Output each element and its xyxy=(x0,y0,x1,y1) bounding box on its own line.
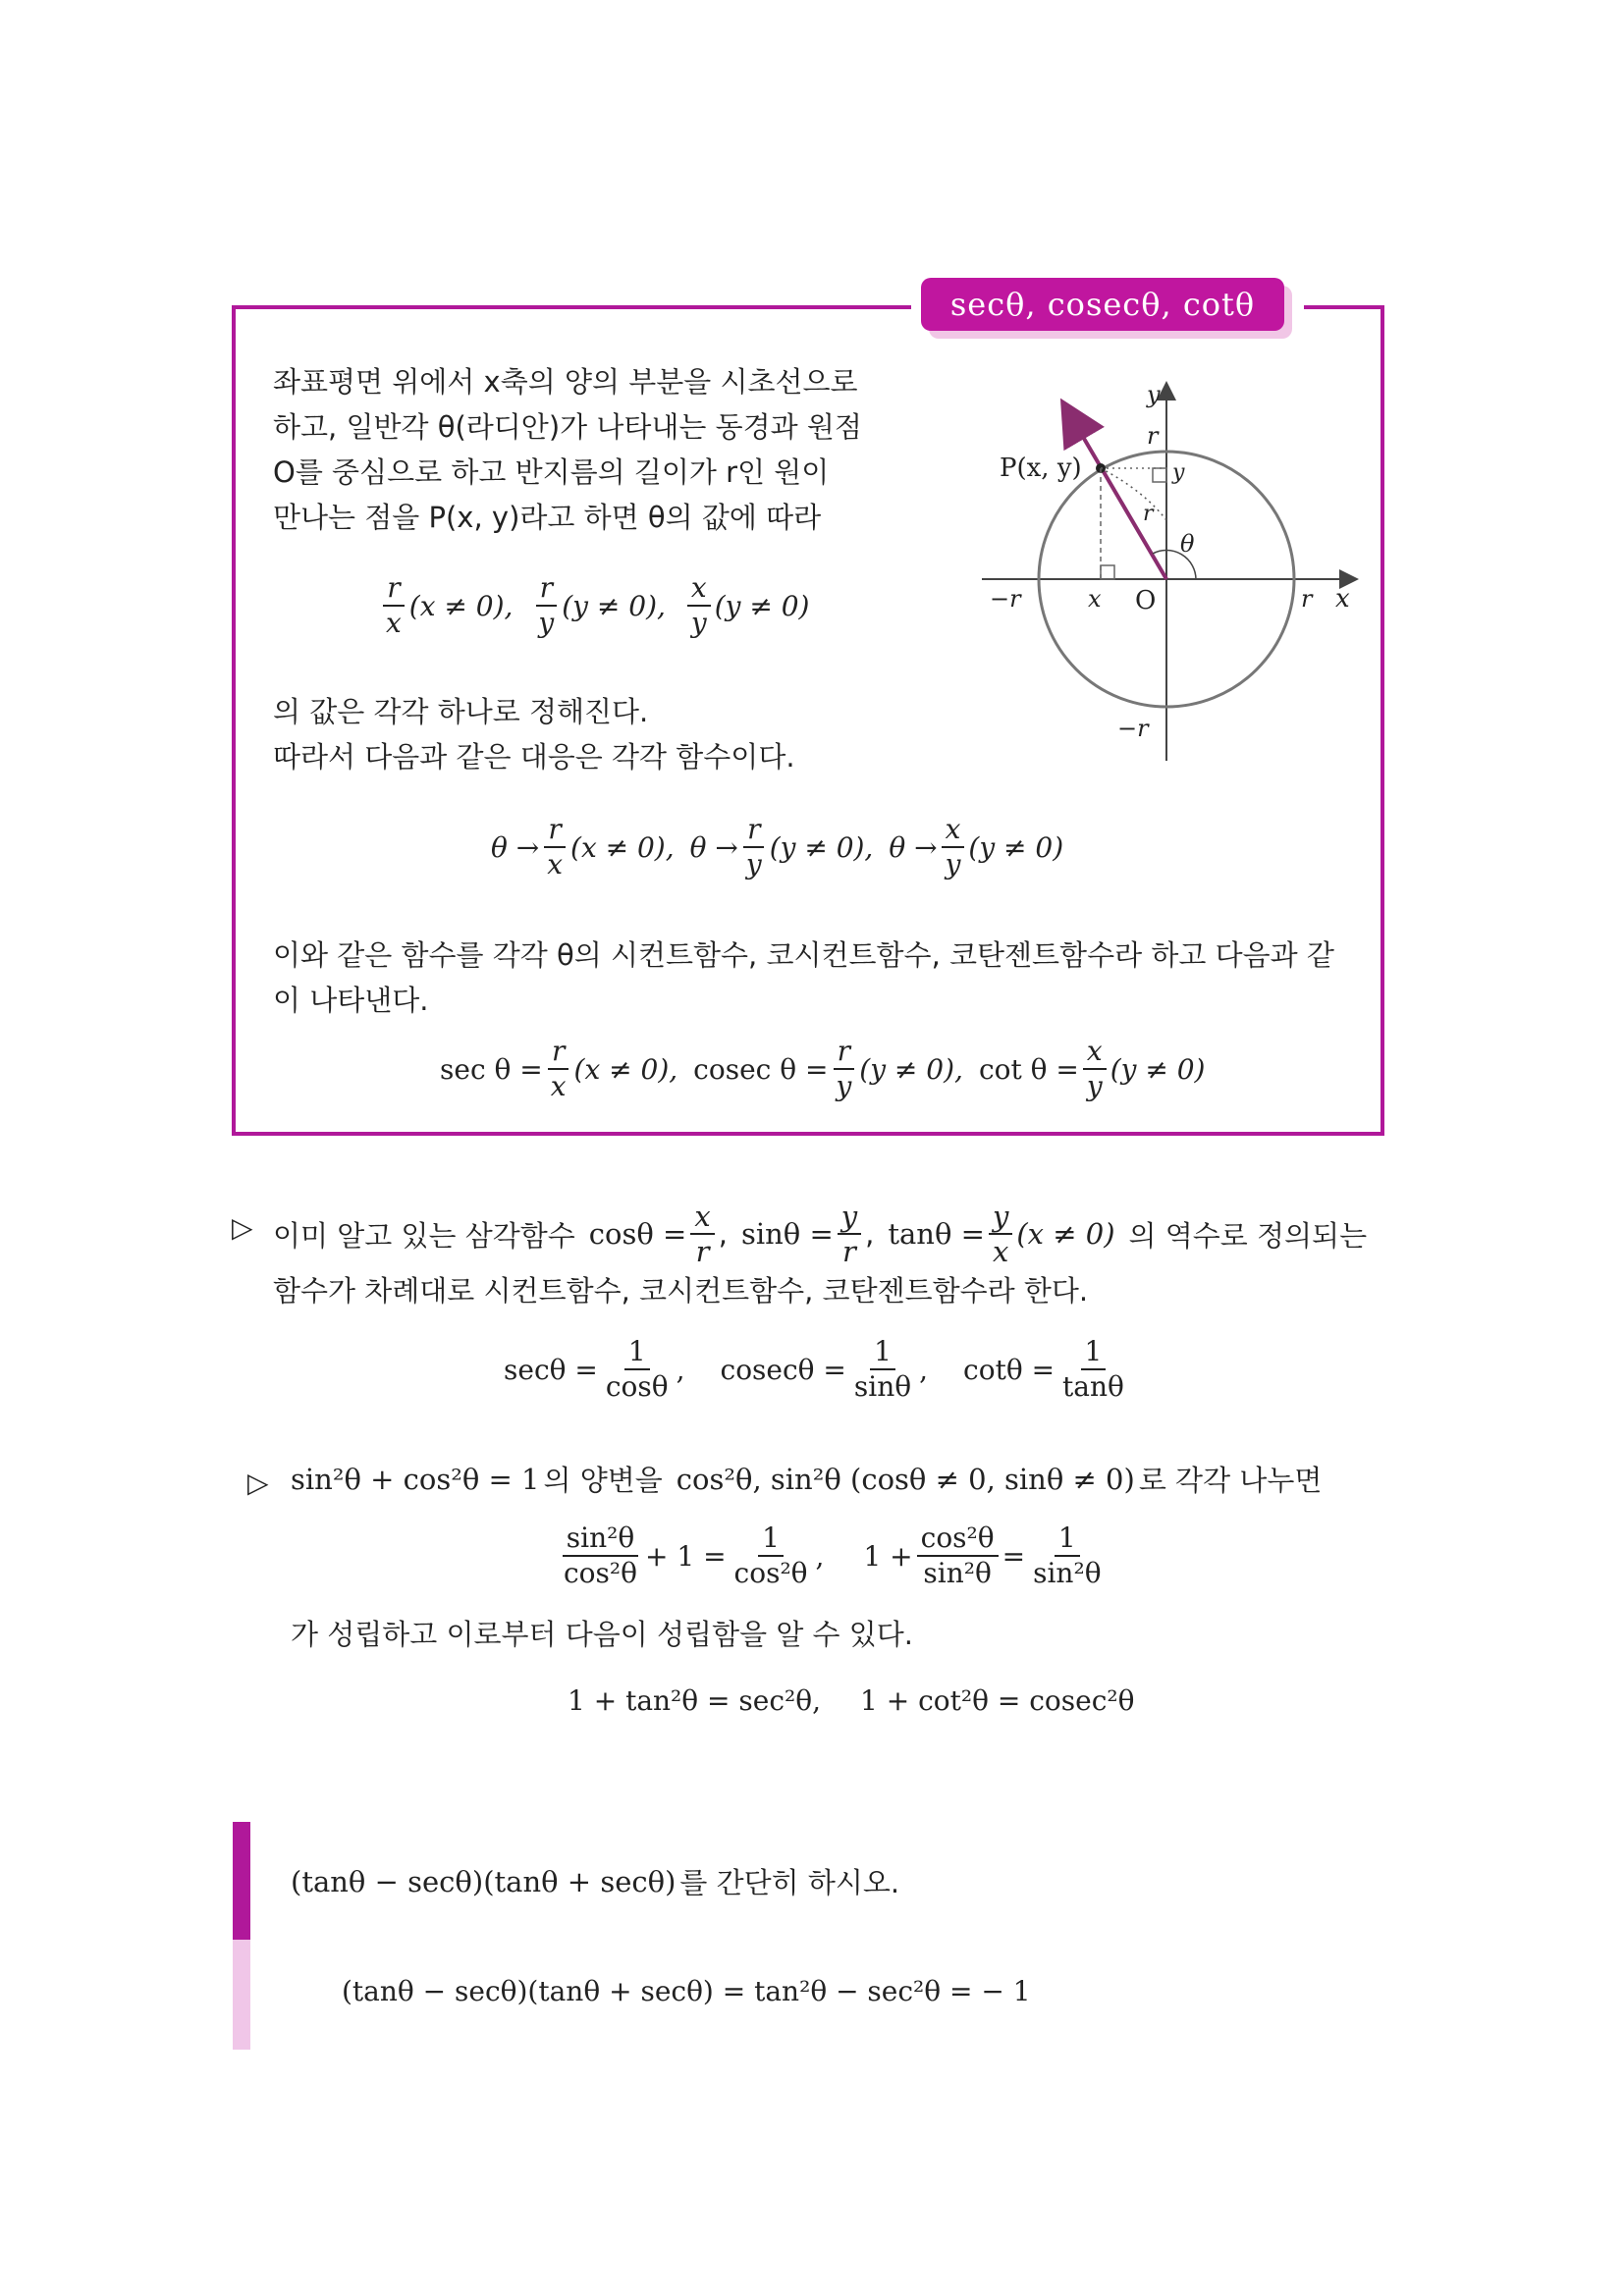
frac-num: x xyxy=(690,1200,714,1235)
frac-num: cos²θ xyxy=(917,1522,999,1557)
box-title: secθ, cosecθ, cotθ xyxy=(921,278,1284,331)
origin-label: O xyxy=(1135,586,1157,615)
example-solution: (tanθ − secθ)(tanθ + secθ) = tan²θ − sec²θ = − 1 xyxy=(342,1975,1031,2007)
map-lhs: θ → xyxy=(689,830,738,864)
frac-num: x xyxy=(1083,1035,1107,1070)
x-foot-label: x xyxy=(1088,585,1102,613)
frac-num: 1 xyxy=(870,1335,895,1370)
ratio-cond: (x ≠ 0), xyxy=(408,589,514,622)
map-cond: (x ≠ 0), xyxy=(570,830,675,864)
frac-num: y xyxy=(838,1200,861,1235)
frac-den: x xyxy=(992,1235,1009,1268)
note2-end: 로 각각 나누면 xyxy=(1138,1464,1323,1497)
id-mid: = xyxy=(1001,1539,1026,1573)
sep: , xyxy=(718,1217,728,1251)
theta-label: θ xyxy=(1180,530,1195,558)
unit-circle-diagram xyxy=(972,373,1365,775)
naming-line-2: 이 나타낸다. xyxy=(273,984,429,1017)
frac-num: r xyxy=(536,571,557,607)
bullet-marker: ▷ xyxy=(247,1467,269,1499)
problem-math: (tanθ − secθ)(tanθ + secθ) xyxy=(291,1864,677,1898)
note1-post: 의 역수로 정의되는 xyxy=(1128,1218,1368,1253)
sep: , xyxy=(815,1539,825,1573)
map-lhs: θ → xyxy=(491,830,540,864)
map-cond: (y ≠ 0) xyxy=(968,830,1064,864)
tan-lhs: tanθ = xyxy=(888,1217,985,1251)
recip-lhs: cotθ = xyxy=(963,1353,1056,1386)
after-line-1: 의 값은 각각 하나로 정해진다. xyxy=(273,695,649,728)
note2-mid: 의 양변을 xyxy=(543,1464,663,1497)
note2-line3: 가 성립하고 이로부터 다음이 성립함을 알 수 있다. xyxy=(291,1618,914,1651)
frac-num: r xyxy=(548,1035,568,1070)
frac-den: y xyxy=(836,1070,852,1102)
frac-den: cosθ xyxy=(605,1370,669,1403)
pythag-identity: sin²θ + cos²θ = 1 xyxy=(291,1462,540,1496)
frac-den: cos²θ xyxy=(564,1557,637,1589)
recip-lhs: secθ = xyxy=(504,1353,598,1386)
def-lhs: sec θ = xyxy=(440,1052,543,1086)
example-bar-top xyxy=(233,1822,250,1940)
frac-num: r xyxy=(834,1035,854,1070)
r-top-label: r xyxy=(1147,422,1159,450)
arc-to-y xyxy=(1101,468,1166,520)
ratio-cond: (y ≠ 0), xyxy=(562,589,666,622)
frac-den: r xyxy=(695,1235,710,1268)
frac-den: y xyxy=(945,848,961,881)
id-mid: + 1 = xyxy=(645,1539,727,1573)
problem-text: 를 간단히 하시오. xyxy=(679,1866,900,1899)
note1-line2: 함수가 차례대로 시컨트함수, 코시컨트함수, 코탄젠트함수라 한다. xyxy=(273,1274,1089,1308)
frac-den: tanθ xyxy=(1062,1370,1124,1403)
bullet-marker: ▷ xyxy=(232,1211,253,1244)
sep: , xyxy=(919,1353,929,1386)
frac-den: x xyxy=(547,848,564,881)
intro-line-4: 만나는 점을 P(x, y)라고 하면 θ의 값에 따라 xyxy=(273,501,822,534)
note1-pre: 이미 알고 있는 삼각함수 xyxy=(273,1218,575,1253)
r-right-label: r xyxy=(1301,585,1313,613)
frac-den: x xyxy=(550,1070,567,1102)
frac-num: y xyxy=(989,1200,1012,1235)
result-1: 1 + tan²θ = sec²θ, xyxy=(568,1684,822,1717)
def-cond: (y ≠ 0) xyxy=(1110,1052,1206,1086)
frac-den: y xyxy=(1086,1070,1103,1102)
sep: , xyxy=(676,1353,685,1386)
y-axis-label: y xyxy=(1147,381,1161,408)
divisors: cos²θ, sin²θ (cosθ ≠ 0, sinθ ≠ 0) xyxy=(676,1462,1135,1496)
sep: , xyxy=(865,1217,875,1251)
r-bottom-label: −r xyxy=(1117,715,1149,742)
ratios-equation xyxy=(378,571,809,640)
map-lhs: θ → xyxy=(889,830,938,864)
frac-num: x xyxy=(687,571,711,607)
frac-num: 1 xyxy=(758,1522,784,1557)
point-label: P(x, y) xyxy=(1000,454,1082,483)
frac-num: 1 xyxy=(624,1335,650,1370)
frac-den: sin²θ xyxy=(1033,1557,1102,1589)
cos-lhs: cosθ = xyxy=(588,1217,687,1251)
tan-cond: (x ≠ 0) xyxy=(1016,1217,1115,1251)
after-line-2: 따라서 다음과 같은 대응은 각각 함수이다. xyxy=(273,740,795,774)
frac-num: 1 xyxy=(1055,1522,1080,1557)
frac-den: y xyxy=(538,607,555,639)
frac-num: r xyxy=(383,571,404,607)
divided-identities xyxy=(556,1522,1110,1590)
frac-den: cos²θ xyxy=(733,1557,808,1589)
def-lhs: cosec θ = xyxy=(693,1052,829,1086)
maps-equation xyxy=(491,813,1063,881)
ratio-cond: (y ≠ 0) xyxy=(714,589,810,622)
id-pre: 1 + xyxy=(863,1539,913,1573)
frac-num: 1 xyxy=(1081,1335,1107,1370)
note1-line1 xyxy=(273,1200,1367,1268)
frac-den: r xyxy=(842,1235,856,1268)
right-angle-mark xyxy=(1101,565,1114,579)
naming-line-1: 이와 같은 함수를 각각 θ의 시컨트함수, 코시컨트함수, 코탄젠트함수라 하고 다음과 같 xyxy=(273,938,1334,972)
frac-num: sin²θ xyxy=(563,1522,638,1557)
def-cond: (x ≠ 0), xyxy=(573,1052,678,1086)
right-angle-mark xyxy=(1153,468,1166,482)
result-2: 1 + cot²θ = cosec²θ xyxy=(860,1684,1135,1717)
def-cond: (y ≠ 0), xyxy=(859,1052,963,1086)
frac-den: y xyxy=(745,848,762,881)
intro-line-3: O를 중심으로 하고 반지름의 길이가 r인 원이 xyxy=(273,455,830,489)
map-cond: (y ≠ 0), xyxy=(769,830,874,864)
intro-line-2: 하고, 일반각 θ(라디안)가 나타내는 동경과 원점 xyxy=(273,410,862,444)
r-radius-label: r xyxy=(1143,502,1154,526)
intro-line-1: 좌표평면 위에서 x축의 양의 부분을 시초선으로 xyxy=(273,365,858,399)
y-foot-label: y xyxy=(1172,460,1185,485)
r-left-label: −r xyxy=(990,585,1021,613)
example-problem xyxy=(291,1861,899,1901)
frac-num: r xyxy=(544,813,565,848)
reciprocals-equation xyxy=(504,1335,1132,1404)
result-identities xyxy=(568,1684,1134,1717)
frac-num: r xyxy=(743,813,764,848)
note2-line1 xyxy=(291,1459,1322,1499)
example-bar-bottom xyxy=(233,1940,250,2050)
def-lhs: cot θ = xyxy=(978,1052,1079,1086)
sin-lhs: sinθ = xyxy=(740,1217,834,1251)
frac-num: x xyxy=(942,813,965,848)
frac-den: x xyxy=(386,607,402,639)
frac-den: sinθ xyxy=(853,1370,912,1403)
defs-equation xyxy=(440,1035,1205,1103)
x-axis-label: x xyxy=(1335,584,1350,614)
frac-den: sin²θ xyxy=(923,1557,992,1589)
frac-den: y xyxy=(690,607,707,639)
recip-lhs: cosecθ = xyxy=(720,1353,846,1386)
